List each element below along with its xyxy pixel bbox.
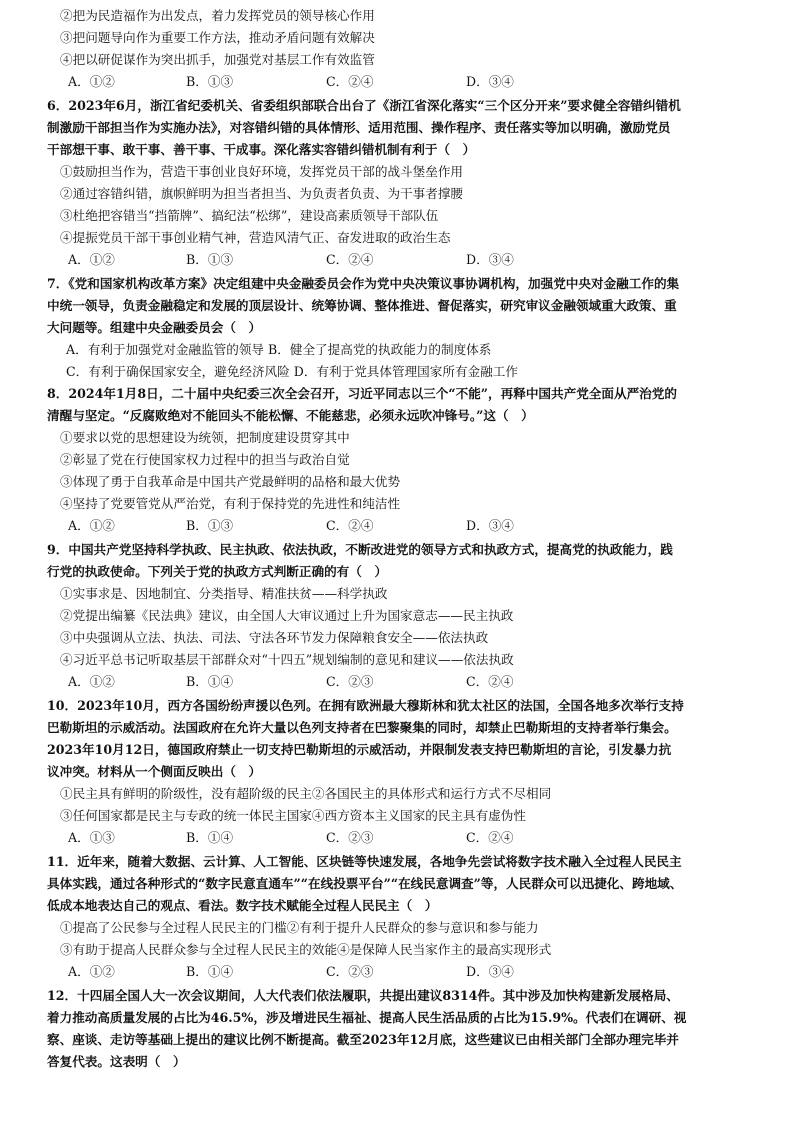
q11-option-b[interactable]: B．①④ [186, 964, 234, 979]
q5-option-c[interactable]: C．②④ [326, 74, 374, 89]
q6-stem-2: 制激励干部担当作为实施办法》，对容错纠错的具体情形、适用范围、操作程序、责任落实等加以明确，激励党员 [47, 120, 671, 135]
q10-stem-3: 2023年10月12日，德国政府禁止一切支持巴勒斯坦的示威活动，并限制发表支持巴勒斯坦的言论，引发暴力抗 [47, 742, 672, 757]
q8-choice-3: ③体现了勇于自我革命是中国共产党最鲜明的品格和最大优势 [60, 474, 401, 489]
q8-option-d[interactable]: D．③④ [466, 518, 514, 533]
q12-stem-1: 12．十四届全国人大一次会议期间，人大代表们依法履职，共提出建议8314件。其中涉及加快构建新发展格局、 [47, 988, 679, 1003]
q10-option-d[interactable]: C．②④ [466, 830, 514, 845]
q6-choice-4: ④提振党员干部干事创业精气神，营造风清气正、奋发进取的政治生态 [60, 230, 451, 245]
q10-option-c[interactable]: C．②③ [326, 830, 374, 845]
q9-stem-1: 9．中国共产党坚持科学执政、民主执政、依法执政，不断改进党的领导方式和执政方式，提高党的执政能力，践 [47, 542, 673, 557]
q10-stem-1: 10．2023年10月，西方各国纷纷声援以色列。在拥有欧洲最大穆斯林和犹太社区的法国，全国各地多次举行支持 [47, 698, 684, 713]
q8-option-a[interactable]: A．①② [68, 518, 115, 533]
q6-choice-2: ②通过容错纠错，旗帜鲜明为担当者担当、为负责者负责、为干事者撑腰 [60, 186, 463, 201]
q5-options [0, 72, 794, 92]
q10-choice-12: ①民主具有鲜明的阶级性，没有超阶级的民主②各国民主的具体形式和运行方式不尽相同 [60, 786, 552, 801]
q10-stem-2: 巴勒斯坦的示威活动。法国政府在允许大量以色列支持者在巴黎聚集的同时，却禁止巴勒斯坦的支持者举行集会。 [47, 720, 677, 735]
q11-option-a[interactable]: A．①② [68, 964, 115, 979]
q7-stem-3: 大问题等。组建中央金融委员会（ ） [47, 320, 262, 335]
q9-option-c[interactable]: C．②③ [326, 674, 374, 689]
q11-option-c[interactable]: C．②③ [326, 964, 374, 979]
q7-stem-1: 7．《党和国家机构改革方案》决定组建中央金融委员会作为党中央决策议事协调机构，加强党中央对金融工作的集 [47, 276, 680, 291]
q10-choice-34: ③任何国家都是民主与专政的统一体民主国家④西方资本主义国家的民主具有虚伪性 [60, 808, 526, 823]
q9-option-d[interactable]: C．②④ [466, 674, 514, 689]
q8-stem-1: 8．2024年1月8日，二十届中央纪委三次全会召开，习近平同志以三个“不能”，再释中国共产党全面从严治党的 [47, 386, 677, 401]
q10-options [0, 828, 794, 848]
q6-option-a[interactable]: A．①② [68, 252, 115, 267]
q7-options-row-2[interactable]: C．有利于确保国家安全，避免经济风险 D．有利于党具体管理国家所有金融工作 [66, 364, 518, 379]
q5-choice-4: ④把以研促谋作为突出抓手，加强党对基层工作有效监管 [60, 52, 375, 67]
q12-stem-4: 答复代表。这表明（ ） [47, 1054, 186, 1069]
q8-option-b[interactable]: B．①③ [186, 518, 234, 533]
q6-stem-3: 干部想干事、敢干事、善干事、干成事。深化落实容错纠错机制有利于（ ） [47, 142, 476, 157]
q6-choice-1: ①鼓励担当作为，营造干事创业良好环境，发挥党员干部的战斗堡垒作用 [60, 164, 463, 179]
q5-option-a[interactable]: A．①② [68, 74, 115, 89]
q9-choice-4: ④习近平总书记听取基层干部群众对“十四五”规划编制的意见和建议——依法执政 [60, 652, 514, 667]
q11-choice-34: ③有助于提高人民群众参与全过程人民民主的效能④是保障人民当家作主的最高实现形式 [60, 942, 552, 957]
q5-choice-2: ②把为民造福作为出发点，着力发挥党员的领导核心作用 [60, 8, 375, 23]
q11-options [0, 962, 794, 982]
q9-choice-2: ②党提出编纂《民法典》建议，由全国人大审议通过上升为国家意志——民主执政 [60, 608, 514, 623]
q8-option-c[interactable]: C．②④ [326, 518, 374, 533]
q12-stem-3: 察、座谈、走访等基础上提出的建议比例不断提高。截至2023年12月底，这些建议已由相关部门全部办理完毕并 [47, 1032, 679, 1047]
q10-option-b[interactable]: B．①④ [186, 830, 234, 845]
q9-option-a[interactable]: A．①② [68, 674, 115, 689]
q6-option-c[interactable]: C．②④ [326, 252, 374, 267]
q8-choice-4: ④坚持了党要管党从严治党，有利于保持党的先进性和纯洁性 [60, 496, 401, 511]
q9-option-b[interactable]: B．①④ [186, 674, 234, 689]
q8-options [0, 516, 794, 536]
q12-stem-2: 着力推动高质量发展的占比为46.5%，涉及增进民生福祉、提高人民生活品质的占比为15.9%。代表们在调研、视 [47, 1010, 687, 1025]
q6-stem-1: 6．2023年6月，浙江省纪委机关、省委组织部联合出台了《浙江省深化落实“三个区分开来”要求健全容错纠错机 [47, 98, 681, 113]
q7-stem-2: 中统一领导，负责金融稳定和发展的顶层设计、统筹协调、整体推进、督促落实，研究审议金融领域重大政策、重 [47, 298, 677, 313]
q11-choice-12: ①提高了公民参与全过程人民民主的门槛②有利于提升人民群众的参与意识和参与能力 [60, 920, 539, 935]
q11-stem-1: 11．近年来，随着大数据、云计算、人工智能、区块链等快速发展，各地争先尝试将数字技术融入全过程人民民主 [47, 854, 682, 869]
q5-option-b[interactable]: B．①③ [186, 74, 234, 89]
q7-options-row-1[interactable]: A．有利于加强党对金融监管的领导 B．健全了提高党的执政能力的制度体系 [66, 342, 492, 357]
q6-option-b[interactable]: B．①③ [186, 252, 234, 267]
q11-stem-3: 低成本地表达自己的观点、看法。数字技术赋能全过程人民民主（ ） [47, 898, 438, 913]
q10-option-a[interactable]: A．①③ [68, 830, 115, 845]
q9-stem-2: 行党的执政使命。下列关于党的执政方式判断正确的有（ ） [47, 564, 388, 579]
q11-option-d[interactable]: D．③④ [466, 964, 514, 979]
q8-choice-2: ②彰显了党在行使国家权力过程中的担当与政治自觉 [60, 452, 350, 467]
q6-option-d[interactable]: D．③④ [466, 252, 514, 267]
q10-stem-4: 议冲突。材料从一个侧面反映出（ ） [47, 764, 262, 779]
q11-stem-2: 具体实践，通过各种形式的“数字民意直通车”“在线投票平台”“在线民意调查”等，人民群众可以迅捷化、跨地域、 [47, 876, 683, 891]
q9-choice-3: ③中央强调从立法、执法、司法、守法各环节发力保障粮食安全——依法执政 [60, 630, 489, 645]
q8-stem-2: 清醒与坚定。“反腐败绝对不能回头不能松懈、不能慈悲，必须永远吹冲锋号。”这（ ） [47, 408, 534, 423]
q6-choice-3: ③杜绝把容错当“挡箭牌”、搞纪法“松绑”，建设高素质领导干部队伍 [60, 208, 439, 223]
q6-options [0, 250, 794, 270]
q5-option-d[interactable]: D．③④ [466, 74, 514, 89]
q9-choice-1: ①实事求是、因地制宜、分类指导、精准扶贫——科学执政 [60, 586, 388, 601]
q9-options [0, 672, 794, 692]
q8-choice-1: ①要求以党的思想建设为统领，把制度建设贯穿其中 [60, 430, 350, 445]
q5-choice-3: ③把问题导向作为重要工作方法，推动矛盾问题有效解决 [60, 30, 375, 45]
